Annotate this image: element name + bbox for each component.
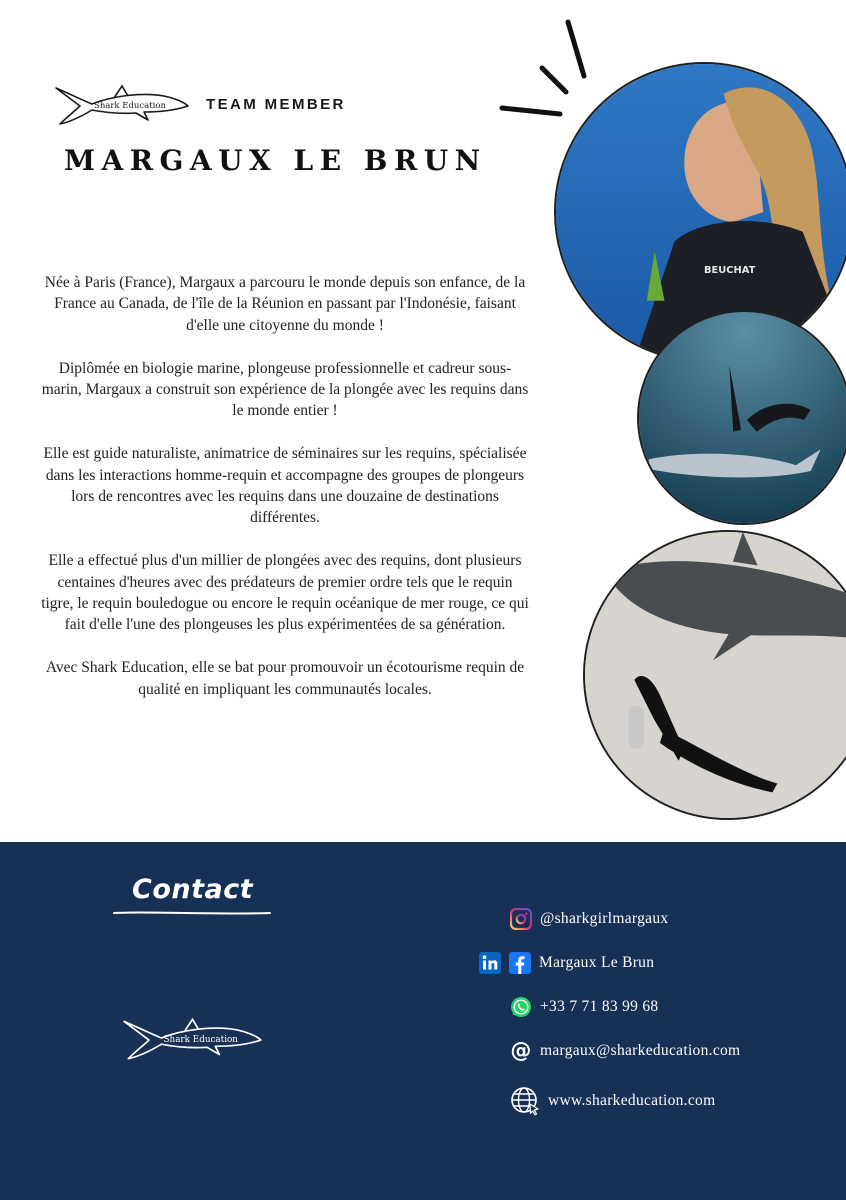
bio-paragraph: Née à Paris (France), Margaux a parcouru le monde depuis son enfance, de la France au Canada, de l'île de la Réunion en passant par l'Indonésie, faisant d'elle une citoyenne du monde ! xyxy=(44,274,526,334)
globe-icon xyxy=(510,1086,540,1116)
website-contact[interactable] xyxy=(510,1086,715,1116)
diver-with-shark-photo xyxy=(637,310,846,525)
instagram-icon xyxy=(510,908,532,930)
website-url: www.sharkeducation.com xyxy=(548,1092,716,1109)
social-name: Margaux Le Brun xyxy=(539,954,655,971)
logo-text: Shark Education xyxy=(94,101,166,111)
portrait-photo xyxy=(554,62,846,362)
social-contact[interactable] xyxy=(479,952,654,974)
shark-education-logo-footer xyxy=(120,1012,265,1064)
flourish-decoration xyxy=(498,18,598,118)
email-address: margaux@sharkeducation.com xyxy=(540,1042,741,1059)
section-label: TEAM MEMBER xyxy=(206,96,346,113)
phone-number: +33 7 71 83 99 68 xyxy=(540,998,659,1015)
bio-paragraph: Diplômée en biologie marine, plongeuse professionnelle et cadreur sous-marin, Margaux a construit son expérience de la plongée avec les requins dans le monde entier ! xyxy=(41,359,529,420)
instagram-contact[interactable] xyxy=(510,908,668,930)
whatsapp-icon xyxy=(510,996,532,1018)
facebook-icon[interactable] xyxy=(509,952,531,974)
svg-text:@: @ xyxy=(510,1040,532,1062)
instagram-handle: @sharkgirlmargaux xyxy=(540,910,669,927)
page-title: MARGAUX LE BRUN xyxy=(64,144,487,177)
logo-text: Shark Education xyxy=(163,1035,238,1046)
at-sign-icon xyxy=(510,1040,532,1062)
bio-paragraph: Elle a effectué plus d'un millier de plongées avec des requins, dont plusieurs centaines d'heures avec des prédateurs de premier ordre tels que le requin tigre, le requin bouledogue ou encore le requin océanique de mer rouge, ce qui fait d'elle l'une des plongeuses les plus expérimentées de sa génération. xyxy=(41,552,529,634)
tiger-shark-and-diver-photo xyxy=(583,530,846,820)
bio-paragraph: Elle est guide naturaliste, animatrice de séminaires sur les requins, spécialisée dans les interactions homme-requin et accompagne des groupes de plongeurs lors de rencontres avec les requins dans une douzaine de destinations différentes. xyxy=(43,445,527,527)
shark-education-logo xyxy=(52,80,192,128)
bio-paragraph: Avec Shark Education, elle se bat pour promouvoir un écotourisme requin de qualité en impliquant les communautés locales. xyxy=(45,659,525,698)
phone-contact[interactable] xyxy=(510,996,658,1018)
email-contact[interactable] xyxy=(510,1040,740,1062)
contact-underline xyxy=(112,910,272,916)
contact-title: Contact xyxy=(132,874,254,905)
linkedin-icon[interactable] xyxy=(479,952,501,974)
bio-text xyxy=(40,272,530,721)
wetsuit-text: BEUCHAT xyxy=(704,265,756,277)
